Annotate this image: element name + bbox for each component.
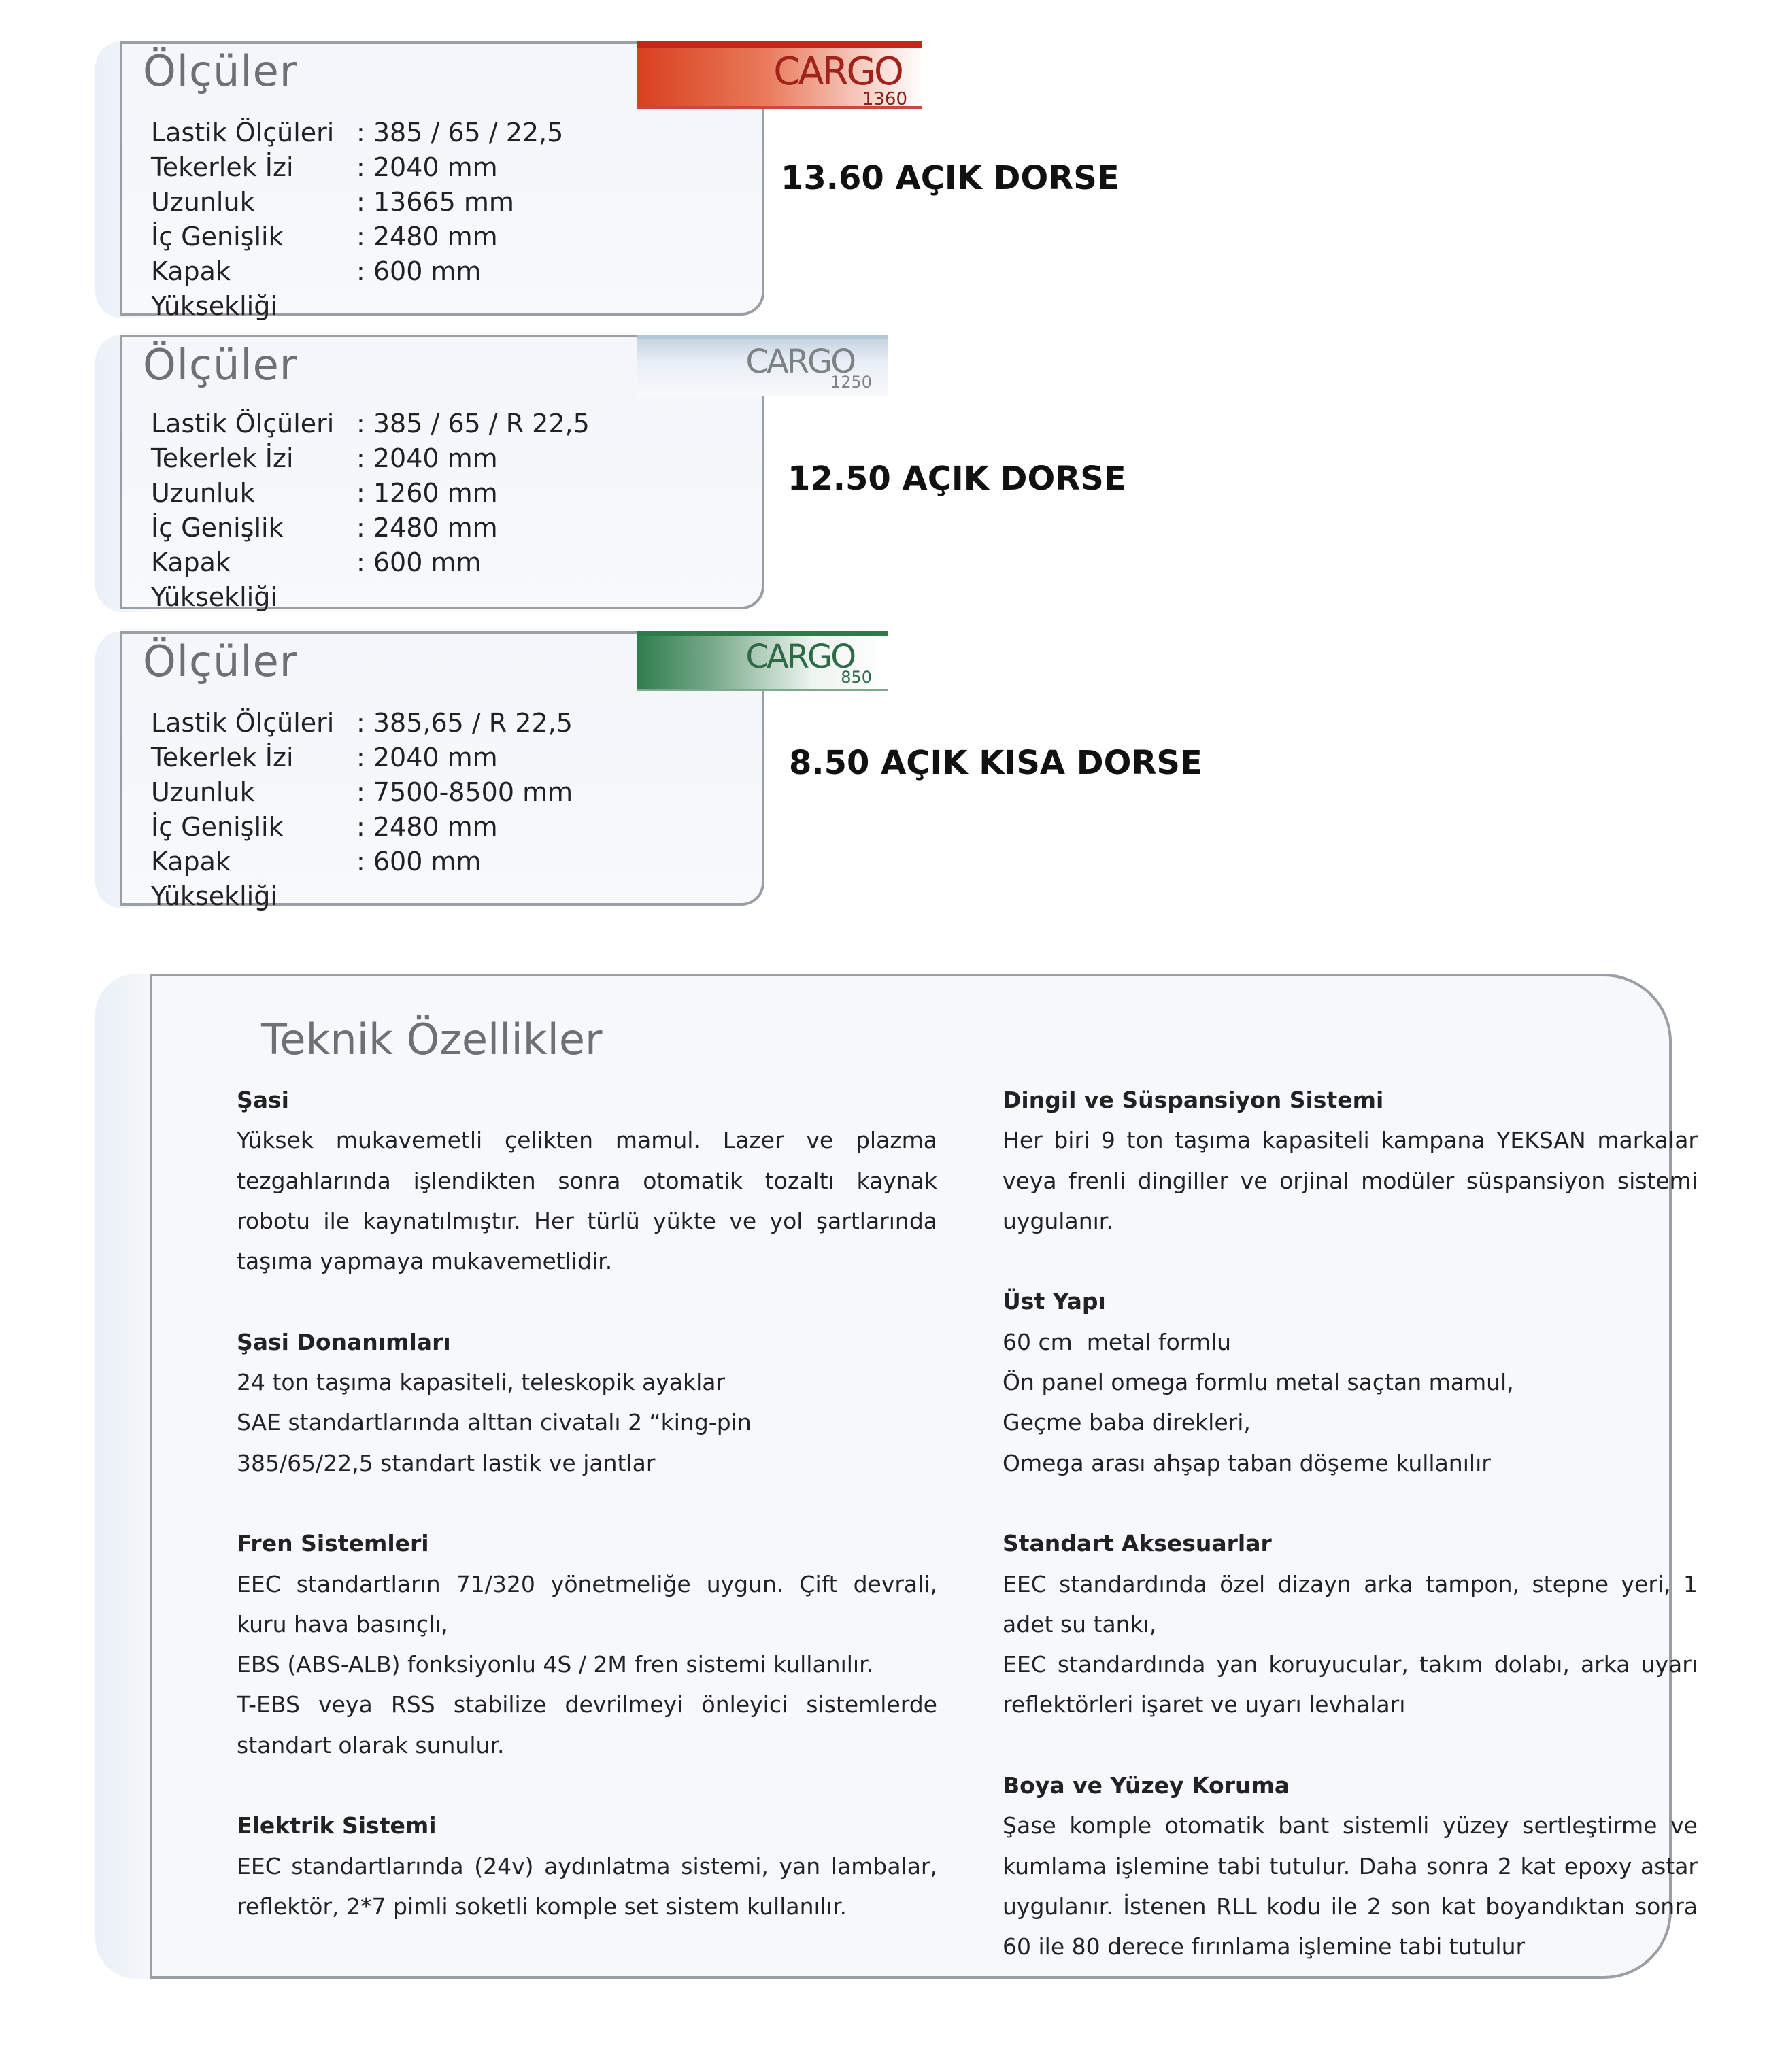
spec-label: Lastik Ölçüleri: [151, 118, 335, 148]
spec-value: : 385 / 65 / R 22,5: [356, 409, 590, 439]
spec-section-aksesuarlar: [1003, 1523, 1698, 1725]
spec-row: [151, 150, 563, 185]
spec-section-sasi: [237, 1080, 937, 1281]
section-heading: Şasi: [237, 1087, 289, 1113]
model-title-1250: 12.50 AÇIK DORSE: [788, 460, 1126, 498]
section-text: 385/65/22,5 standart lastik ve jantlar: [237, 1449, 656, 1476]
section-text: Şase komple otomatik bant sistemli yüzey sertleştirme ve kumlama işlemine tabi tutulur. Daha sonra 2 kat epoxy astar uygulanır. İstenen RLL kodu ile 2 son kat boyandıktan sonra 60 ile 80 derece fırınlama işlemine tabi tutulur: [1003, 1812, 1698, 1960]
spec-row: [151, 706, 573, 741]
spec-label: Kapak Yüksekliği: [151, 547, 277, 612]
card-title: Ölçüler: [143, 340, 298, 390]
card-top-border: [120, 335, 637, 337]
spec-row: [151, 810, 573, 845]
technical-specs-panel: [95, 974, 1698, 1979]
spec-label: İç Genişlik: [151, 222, 284, 252]
panel-frame: [150, 974, 1698, 1979]
spec-section-fren: [237, 1523, 937, 1765]
spec-label: Kapak Yüksekliği: [151, 256, 277, 321]
spec-label: Uzunluk: [151, 777, 255, 807]
spec-row: [151, 545, 590, 612]
spec-value: : 2480 mm: [356, 812, 498, 842]
spec-value: : 2480 mm: [356, 222, 498, 252]
spec-section-elektrik: [237, 1805, 937, 1926]
logo-number: 850: [841, 668, 872, 687]
spec-value: : 2040 mm: [356, 743, 498, 772]
spec-label: Uzunluk: [151, 478, 255, 508]
spec-value: : 2040 mm: [356, 152, 498, 182]
spec-section-boya: [1003, 1765, 1698, 1967]
spec-value: : 13665 mm: [356, 187, 514, 217]
spec-label: Lastik Ölçüleri: [151, 708, 335, 738]
section-heading: Üst Yapı: [1003, 1288, 1106, 1315]
section-heading: Elektrik Sistemi: [237, 1812, 437, 1839]
section-text: EEC standardında özel dizayn arka tampon, stepne yeri, 1 adet su tankı,: [1003, 1570, 1698, 1637]
spec-value: : 2480 mm: [356, 513, 498, 543]
spec-label: Tekerlek İzi: [151, 152, 294, 182]
specs-left-column: [237, 1080, 937, 1967]
section-heading: Dingil ve Süspansiyon Sistemi: [1003, 1087, 1384, 1113]
section-text: Omega arası ahşap taban döşeme kullanılır: [1003, 1449, 1491, 1476]
logo-number: 1360: [862, 89, 907, 109]
spec-section-ust-yapi: [1003, 1281, 1698, 1482]
section-text: 24 ton taşıma kapasiteli, teleskopik ayaklar: [237, 1369, 726, 1396]
card-top-border: [120, 41, 637, 44]
logo-number: 1250: [830, 373, 872, 392]
spec-row: [151, 441, 590, 476]
section-text: Yüksek mukavemetli çelikten mamul. Lazer ve plazma tezgahlarında işlendikten sonra otomatik tozaltı kaynak robotu ile kaynatılmıştır. Her türlü yükte ve yol şartlarında taşıma yapmaya mukavemetlidir.: [237, 1127, 937, 1275]
card-top-border: [120, 631, 637, 634]
spec-value: : 2040 mm: [356, 443, 498, 473]
section-text: EBS (ABS-ALB) fonksiyonlu 4S / 2M fren sistemi kullanılır.: [237, 1651, 874, 1678]
section-text: Her biri 9 ton taşıma kapasiteli kampana YEKSAN markalar veya frenli dingiller ve orjinal modüler süspansiyon sistemi uygulanır.: [1003, 1127, 1698, 1234]
spec-label: Uzunluk: [151, 187, 255, 217]
card-title: Ölçüler: [143, 46, 298, 96]
spec-row: [151, 116, 563, 150]
logo-name: CARGO: [745, 638, 854, 676]
section-heading: Fren Sistemleri: [237, 1530, 429, 1557]
spec-row: [151, 407, 590, 441]
logo-name: CARGO: [773, 50, 902, 94]
section-heading: Standart Aksesuarlar: [1003, 1530, 1272, 1557]
spec-row: [151, 220, 563, 254]
logo-name: CARGO: [745, 343, 854, 381]
spec-value: : 600 mm: [356, 256, 482, 286]
spec-label: Tekerlek İzi: [151, 443, 294, 473]
section-text: SAE standartlarında alttan civatalı 2 “king-pin: [237, 1409, 752, 1436]
section-heading: Boya ve Yüzey Koruma: [1003, 1772, 1290, 1799]
spec-label: İç Genişlik: [151, 812, 284, 842]
specs-right-column: [1003, 1080, 1698, 2007]
spec-card-850: [95, 631, 872, 911]
card-title: Ölçüler: [143, 636, 298, 686]
section-text: EEC standartlarında (24v) aydınlatma sistemi, yan lambalar, reflektör, 2*7 pimli soketli komple set sistem kullanılır.: [237, 1852, 937, 1920]
spec-row: [151, 254, 563, 321]
spec-label: Tekerlek İzi: [151, 743, 294, 772]
section-text: EEC standartların 71/320 yönetmeliğe uygun. Çift devrali, kuru hava basınçlı,: [237, 1570, 937, 1637]
spec-value: : 600 mm: [356, 547, 482, 577]
spec-label: Lastik Ölçüleri: [151, 409, 335, 439]
section-heading: Şasi Donanımları: [237, 1328, 451, 1355]
spec-list: [151, 116, 564, 321]
spec-value: : 1260 mm: [356, 478, 498, 508]
spec-section-dingil: [1003, 1080, 1698, 1241]
section-text: EEC standardında yan koruyucular, takım dolabı, arka uyarı reflektörleri işaret ve uyarı levhaları: [1003, 1651, 1698, 1718]
spec-row: [151, 741, 573, 775]
spec-section-sasi-donanimlari: [237, 1322, 937, 1483]
cargo-logo-850: [637, 631, 888, 691]
section-text: T-EBS veya RSS stabilize devrilmeyi önleyici sistemlerde standart olarak sunulur.: [237, 1691, 937, 1759]
model-title-1360: 13.60 AÇIK DORSE: [781, 159, 1120, 197]
section-text: Geçme baba direkleri,: [1003, 1409, 1251, 1436]
spec-list: [151, 407, 590, 612]
spec-row: [151, 511, 590, 545]
spec-row: [151, 476, 590, 511]
spec-value: : 385,65 / R 22,5: [356, 708, 573, 738]
spec-list: [151, 706, 573, 911]
spec-card-1360: [95, 41, 907, 321]
spec-card-1250: [95, 335, 872, 612]
section-title: Teknik Özellikler: [261, 1015, 603, 1064]
cargo-logo-1360: [637, 41, 922, 109]
spec-value: : 385 / 65 / 22,5: [356, 118, 564, 148]
section-text: Ön panel omega formlu metal saçtan mamul,: [1003, 1369, 1514, 1396]
spec-label: Kapak Yüksekliği: [151, 847, 277, 911]
spec-label: İç Genişlik: [151, 513, 284, 543]
spec-row: [151, 845, 573, 911]
spec-row: [151, 185, 563, 220]
cargo-logo-1250: [637, 335, 888, 396]
spec-value: : 7500-8500 mm: [356, 777, 573, 807]
spec-row: [151, 775, 573, 810]
section-text: 60 cm metal formlu: [1003, 1328, 1232, 1355]
model-title-850: 8.50 AÇIK KISA DORSE: [789, 744, 1202, 782]
spec-value: : 600 mm: [356, 847, 482, 877]
